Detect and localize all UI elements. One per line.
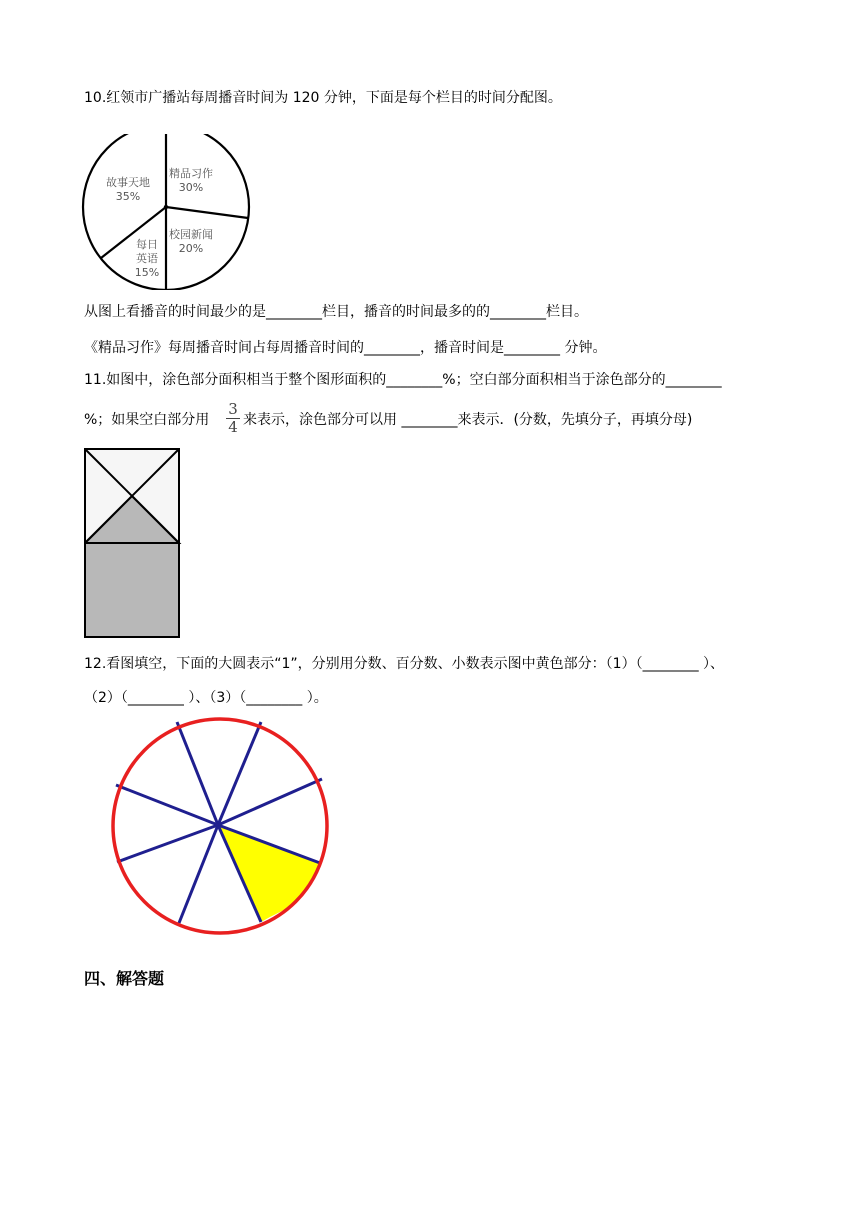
slice-value-gushi: 35% [115,190,141,203]
slice-value-jingpin: 30% [178,181,204,194]
slice-label-gushi: 故事天地 [106,176,150,189]
shaded-square [85,543,179,637]
slice-value-yingyu: 15% [134,266,160,279]
fraction-three-quarters [226,402,240,435]
slice-value-xiaoyuan: 20% [178,242,204,255]
q12-line2: （2）（________ ）、（3）（________ ）。 [84,690,328,706]
section-heading: 四、解答题 [84,969,165,988]
q12-line1: 12.看图填空，下面的大圆表示“1”，分别用分数、百分数、小数表示图中黄色部分：（1）（________ ）、 [84,656,725,672]
fraction-denominator: 4 [228,418,238,436]
q10-line2: 《精品习作》每周播音时间占每周播音时间的________，播音时间是________ 分钟。 [84,340,607,356]
slice-label-yingyu-1: 每日 [136,238,158,251]
slice-label-xiaoyuan: 校园新闻 [169,228,213,241]
yellow-sector [218,825,320,922]
slice-label-yingyu-2: 英语 [136,252,158,265]
q10-line1: 从图上看播音的时间最少的是________栏目，播音的时间最多的的________栏目。 [84,304,588,320]
eighths-circle-figure [104,710,336,942]
pie-center [164,205,168,209]
q11-line1: 11.如图中，涂色部分面积相当于整个图形面积的________%；空白部分面积相当于涂色部分的________ [84,372,722,388]
broadcast-pie-chart [80,134,252,290]
q10-stem: 10.红领市广播站每周播音时间为 120 分钟，下面是每个栏目的时间分配图。 [84,90,562,106]
q11-line2a: %；如果空白部分用 [84,412,210,428]
fraction-numerator: 3 [228,400,238,418]
q11-line2b: 来表示，涂色部分可以用 ________来表示．(分数，先填分子，再填分母) [243,412,693,428]
slice-label-jingpin: 精品习作 [169,167,213,180]
shaded-square-figure [84,448,182,640]
